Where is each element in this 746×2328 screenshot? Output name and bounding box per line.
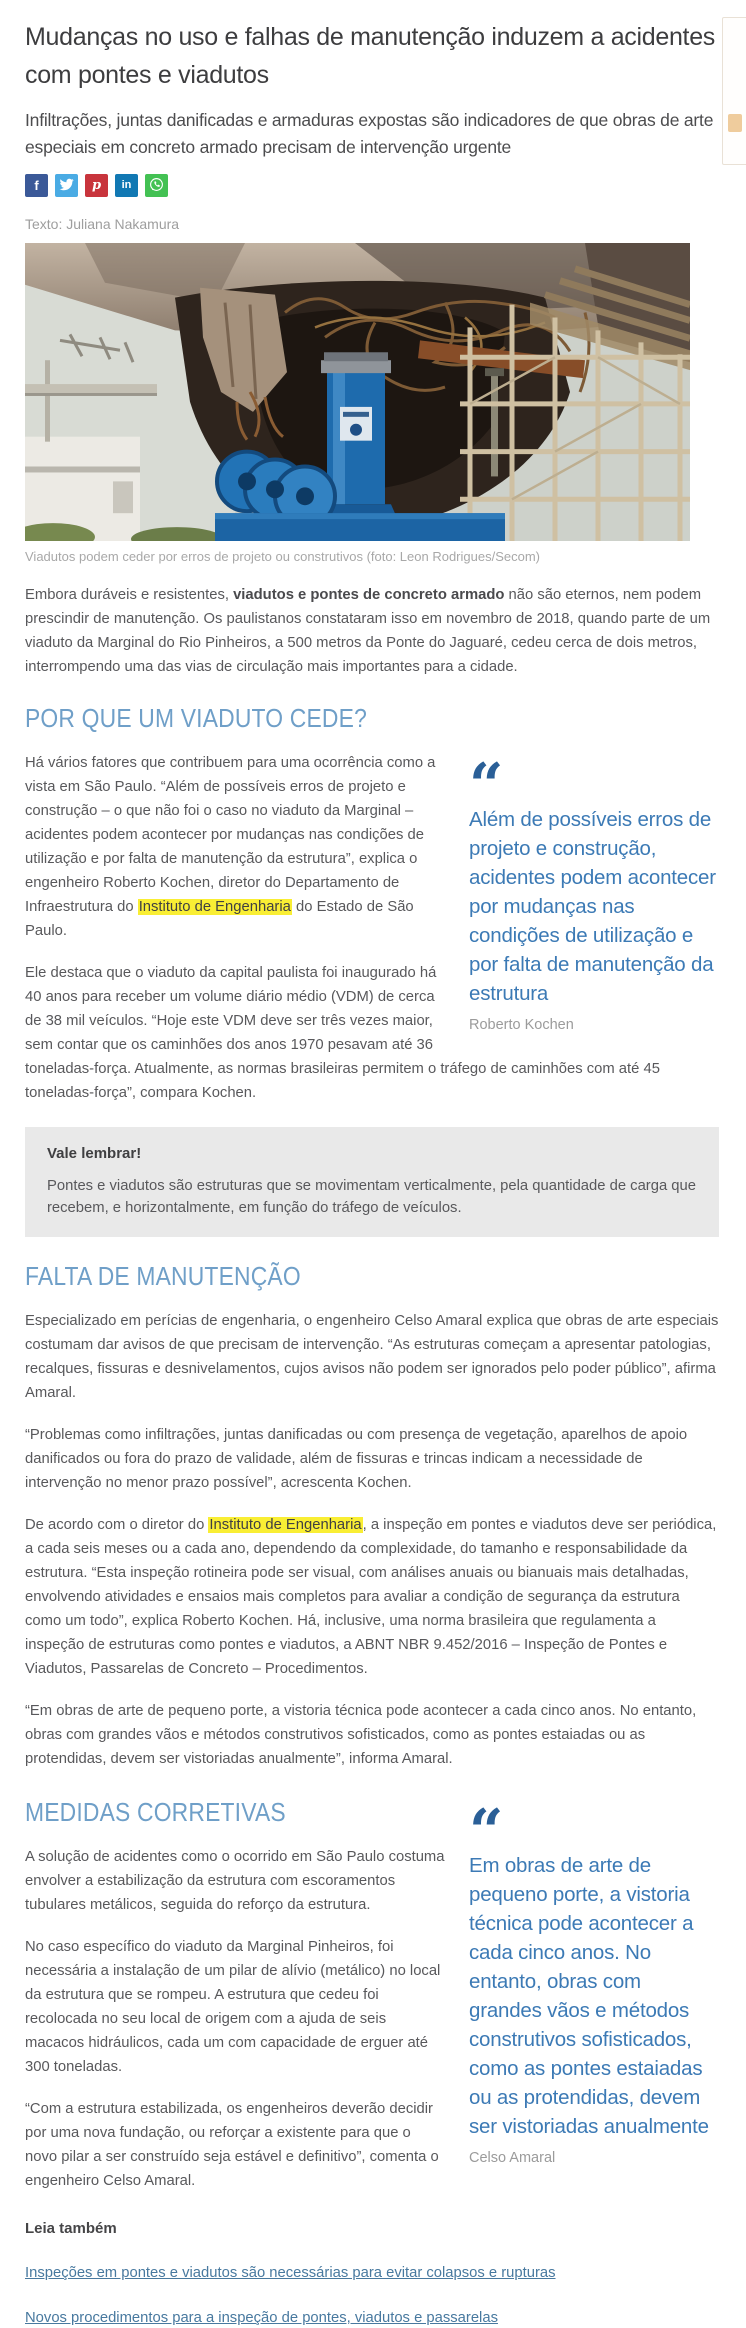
whatsapp-icon [148,176,165,195]
intro-text-bold: viadutos e pontes de concreto armado [233,587,505,603]
pullquote-celso-amaral [469,1797,719,2167]
pullquote-author: Roberto Kochen [469,1017,574,1033]
callout-text: Pontes e viadutos são estruturas que se movimentam verticalmente, pela quantidade de carga que recebem, e horizontalmente, em função do tráfego de veículos. [47,1178,696,1216]
article-subtitle: Infiltrações, juntas danificadas e armaduras expostas são indicadores de que obras de arte especiais em concreto armado precisam de intervenção urgente [25,110,714,157]
linkedin-icon: in [121,179,132,191]
pullquote-text: Além de possíveis erros de projeto e construção, acidentes podem acontecer por mudanças nas condições de utilização e por falta de manutenção da estrutura [469,808,716,1005]
paragraph: No caso específico do viaduto da Marginal Pinheiros, foi necessária a instalação de um pilar de alívio (metálico) no local da estrutura que se rompeu. A estrutura que cedeu foi recolocada no seu local de origem com a ajuda de seis macacos hidráulicos, cada um com capacidade de erguer até 300 toneladas. [25,1939,441,2075]
share-pinterest-button[interactable] [85,174,108,197]
photo-caption: Viadutos podem ceder por erros de projeto ou construtivos (foto: Leon Rodrigues/Secom) [25,549,540,564]
search-highlight: Instituto de Engenharia [138,899,291,915]
paragraph: “Com a estrutura estabilizada, os engenheiros deverão decidir por uma nova fundação, ou reforçar a existente para que o novo pilar a ser construído seja estável e definitivo”, comenta o engenheiro Celso Amaral. [25,2101,439,2189]
share-linkedin-button[interactable] [115,174,138,197]
section-heading-falta-de-manutencao: FALTA DE MANUTENÇÃO [25,1261,301,1291]
article-photo-illustration [25,243,690,541]
quote-icon: “ [469,1797,504,1867]
share-twitter-button[interactable] [55,174,78,197]
intro-paragraph [25,583,719,679]
share-whatsapp-button[interactable] [145,174,168,197]
byline: Texto: Juliana Nakamura [25,216,180,232]
paragraph: “Em obras de arte de pequeno porte, a vistoria técnica pode acontecer a cada cinco anos. No entanto, obras com grandes vãos e métodos construtivos sofisticados, como as pontes estaiadas ou as protendidas, devem ser vistoriadas anualmente”, informa Amaral. [25,1703,697,1767]
search-highlight: Instituto de Engenharia [209,1517,362,1533]
pullquote-text: Em obras de arte de pequeno porte, a vistoria técnica pode acontecer a cada cinco anos. No entanto, obras com grandes vãos e métodos construtivos sofisticados, como as pontes estaiadas ou as protendidas, devem ser vistoriadas anualmente [469,1854,709,2138]
callout-box [25,1127,719,1237]
intro-text-post: não são eternos, nem podem prescindir de manutenção. Os paulistanos constataram isso em novembro de 2018, quando parte de um viaduto da Marginal do Rio Pinheiros, a 500 metros da Ponte do Jaguaré, cedeu cerca de dois metros, interrompendo uma das vias de circulação mais importantes para a cidade. [25,587,711,675]
pullquote-author: Celso Amaral [469,2150,556,2166]
widget-icon-fragment [728,114,742,132]
quote-icon: “ [469,751,504,821]
paragraph-text: do Estado de São Paulo. [25,899,414,939]
callout-title: Vale lembrar! [47,1145,142,1162]
paragraph-text: Há vários fatores que contribuem para uma ocorrência como a vista em São Paulo. “Além de possíveis erros de projeto e construção – o que não foi o caso no viaduto da Marginal – acidentes podem acontecer por mudanças nas condições de utilização e por falta de manutenção da estrutura”, explica o engenheiro Roberto Kochen, diretor do Departamento de Infraestrutura do [25,755,436,915]
paragraph-text: De acordo com o diretor do [25,1517,209,1533]
related-link-inspecoes[interactable]: Inspeções em pontes e viadutos são necessárias para evitar colapsos e rupturas [25,2265,556,2281]
related-link-novos-procedimentos[interactable]: Novos procedimentos para a inspeção de pontes, viadutos e passarelas [25,2310,498,2326]
sidebar-widget-cutoff [722,17,746,165]
paragraph: “Problemas como infiltrações, juntas danificadas ou com presença de vegetação, aparelhos de apoio danificados ou fora do prazo de validade, além de fissuras e trincas indicam a necessidade de intervenção no menor prazo possível”, acrescenta Kochen. [25,1427,688,1491]
share-buttons [25,174,719,197]
section-heading-por-que-um-viaduto-cede: POR QUE UM VIADUTO CEDE? [25,703,367,733]
intro-text-pre: Embora duráveis e resistentes, [25,587,234,603]
facebook-icon: f [34,178,39,193]
paragraph [25,1513,719,1681]
section-medidas-corretivas [25,1797,719,2193]
article-title: Mudanças no uso e falhas de manutenção induzem a acidentes com pontes e viadutos [25,23,716,89]
paragraph: A solução de acidentes como o ocorrido em São Paulo costuma envolver a estabilização da estrutura com escoramentos tubulares metálicos, seguida do reforço da estrutura. [25,1849,445,1913]
pinterest-icon: p [91,178,102,193]
section-por-que-um-viaduto-cede [25,751,719,1105]
twitter-icon [59,177,74,194]
pullquote-roberto-kochen [469,751,719,1034]
article-photo [25,243,690,541]
section-heading-medidas-corretivas: MEDIDAS CORRETIVAS [25,1797,286,1827]
paragraph-text: , a inspeção em pontes e viadutos deve ser periódica, a cada seis meses ou a cada ano, dependendo da complexidade, do tamanho e responsabilidade da estrutura. “Esta inspeção rotineira pode ser visual, com análises anuais ou bianuais mais detalhadas, envolvendo atividades e ensaios mais completos para avaliar a condição de segurança da estrutura como um todo”, explica Roberto Kochen. Há, inclusive, uma norma brasileira que regulamenta a inspeção de estruturas como pontes e viadutos, a ABNT NBR 9.452/2016 – Inspeção de Pontes e Viadutos, Passarelas de Concreto – Procedimentos. [25,1517,717,1677]
paragraph: Ele destaca que o viaduto da capital paulista foi inaugurado há 40 anos para receber um volume diário médio (VDM) de cerca de 38 mil veículos. “Hoje este VDM deve ser três vezes maior, sem contar que os caminhões dos anos 1970 pesavam até 36 toneladas-força. Atualmente, as normas brasileiras permitem o tráfego de caminhões com até 45 toneladas-força”, compara Kochen. [25,965,660,1101]
paragraph: Especializado em perícias de engenharia, o engenheiro Celso Amaral explica que obras de arte especiais costumam dar avisos de que precisam de intervenção. “As estruturas começam a apresentar patologias, recalques, fissuras e desnivelamentos, cujos avisos não podem ser ignorados pelo poder público”, afirma Amaral. [25,1313,719,1401]
share-facebook-button[interactable] [25,174,48,197]
read-also-title: Leia também [25,2220,117,2237]
